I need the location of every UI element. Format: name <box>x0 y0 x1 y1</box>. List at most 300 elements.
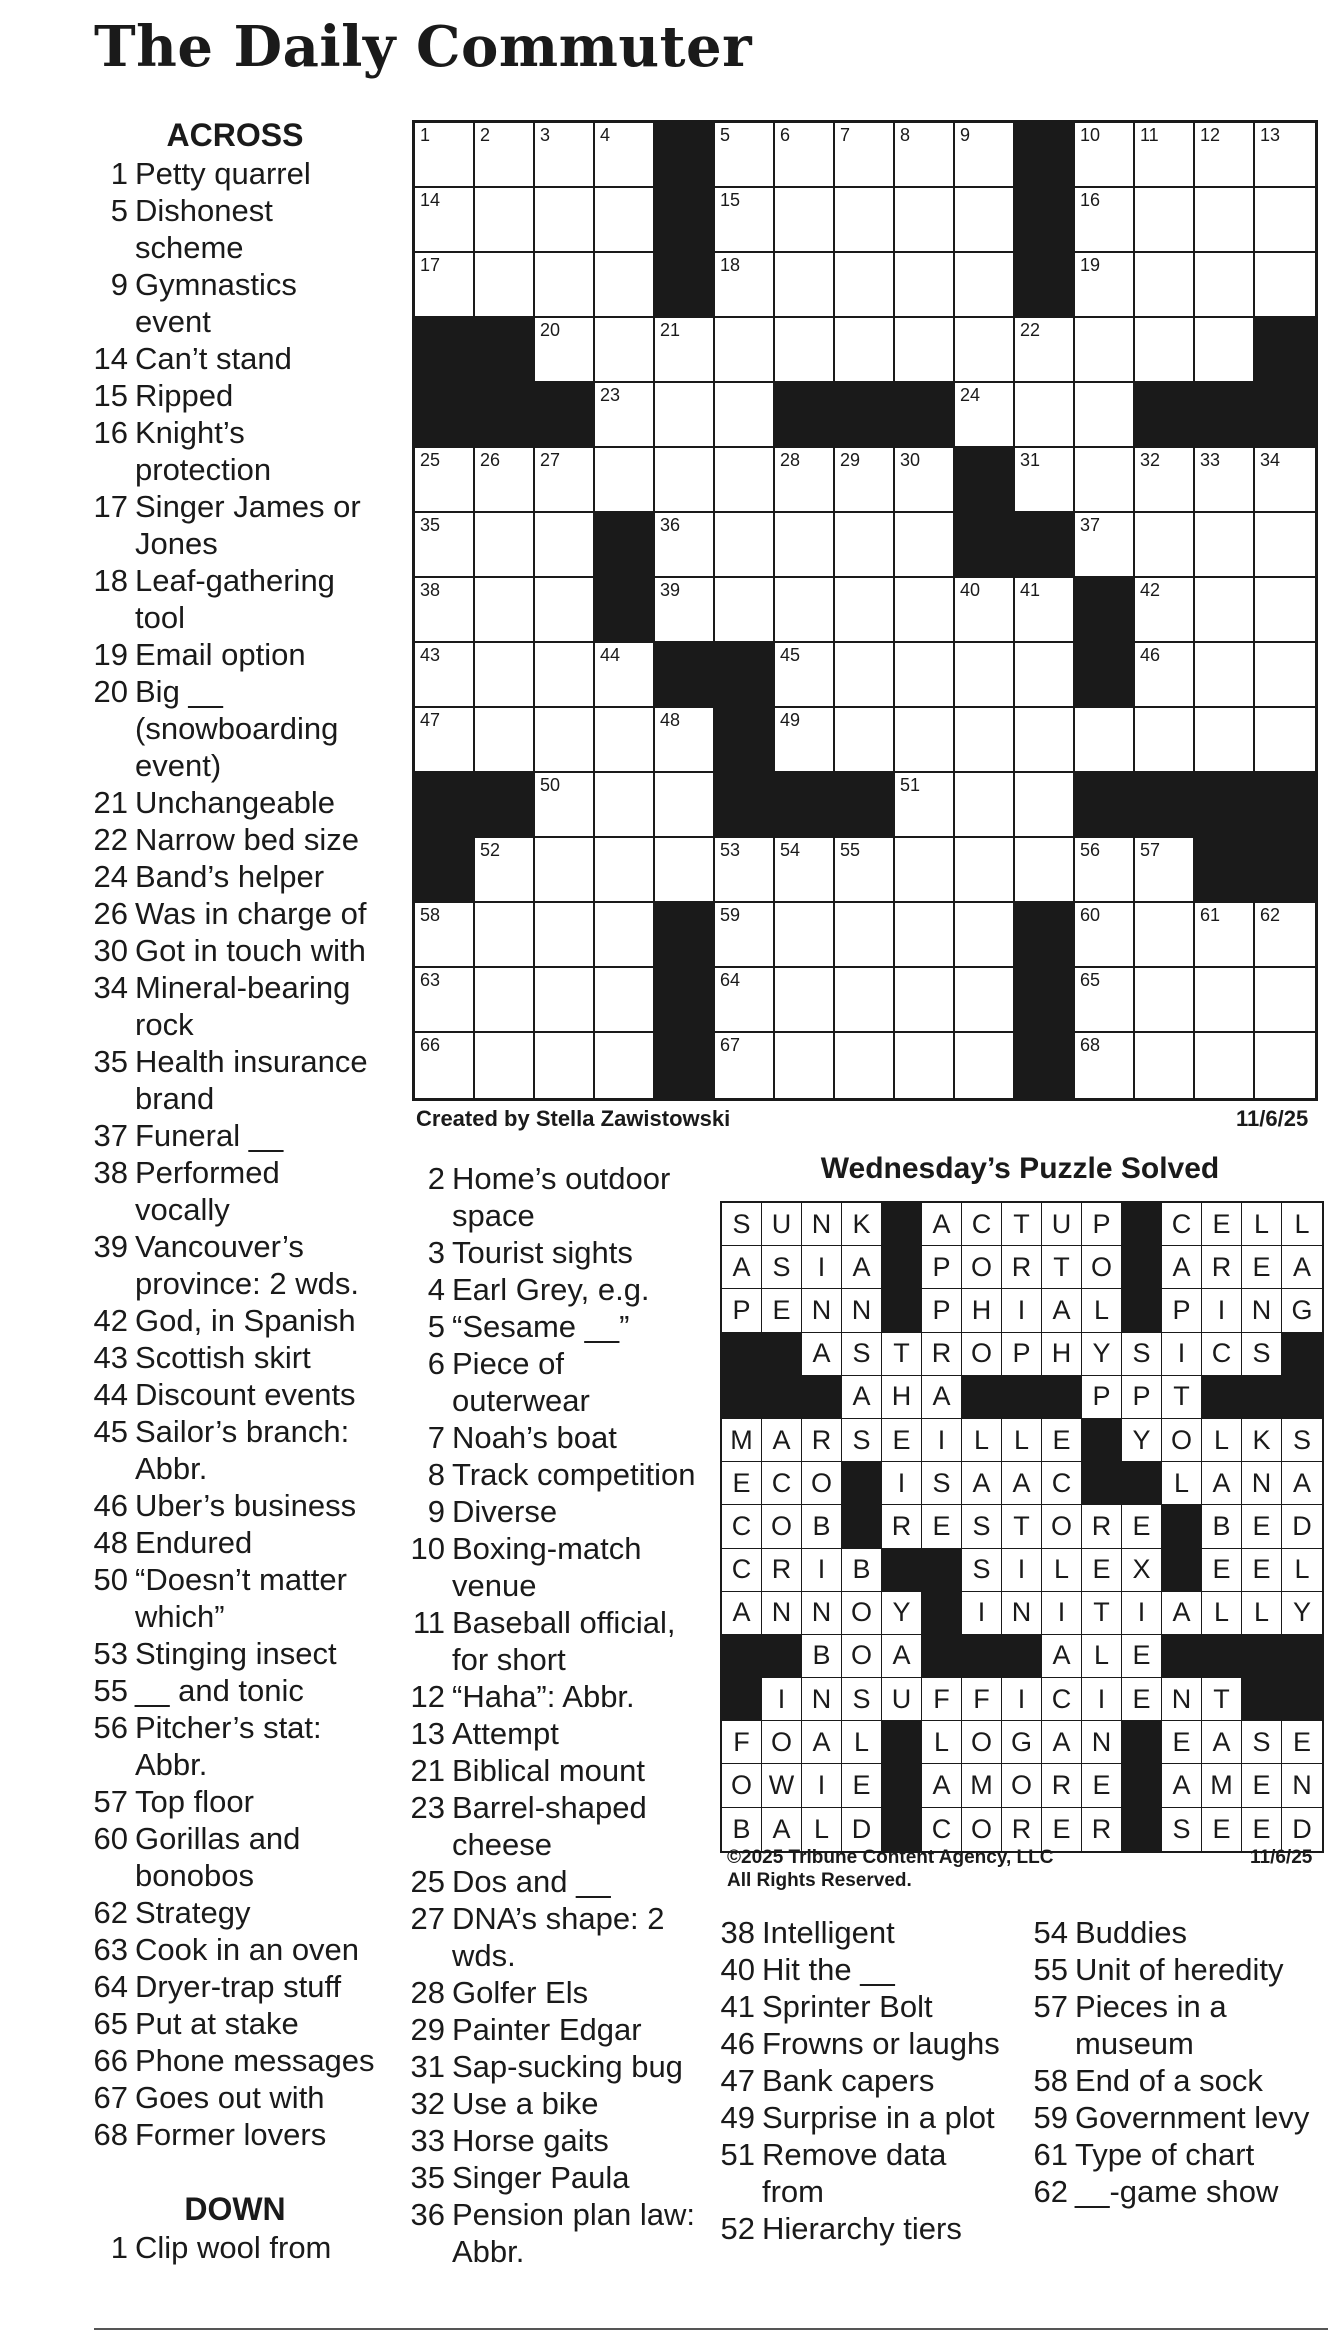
solution-letter: N <box>842 1289 882 1332</box>
grid-cell[interactable] <box>595 838 655 903</box>
grid-cell[interactable] <box>895 1033 955 1098</box>
clue-number: 46 <box>720 2026 755 2061</box>
grid-cell[interactable] <box>655 513 715 578</box>
grid-cell[interactable] <box>715 383 775 448</box>
clue-text: “Doesn’t matter which” <box>135 1562 347 1634</box>
grid-cell[interactable] <box>775 578 835 643</box>
clue-text: Home’s outdoor space <box>452 1161 671 1233</box>
clue-text: Unchangeable <box>135 785 335 820</box>
grid-cell[interactable] <box>415 448 475 513</box>
grid-cell[interactable] <box>1195 643 1255 708</box>
solution-black-square <box>1122 1246 1162 1289</box>
clue-item <box>405 1271 700 1308</box>
clue-text: Vancouver’s province: 2 wds. <box>135 1229 359 1301</box>
grid-cell[interactable] <box>715 513 775 578</box>
clue-text: Horse gaits <box>452 2123 609 2158</box>
solution-letter: A <box>762 1419 802 1462</box>
grid-cell[interactable] <box>1015 383 1075 448</box>
grid-cell[interactable] <box>475 903 535 968</box>
clue-text: End of a sock <box>1075 2063 1263 2098</box>
grid-cell[interactable] <box>1255 578 1315 643</box>
grid-cell[interactable] <box>1015 318 1075 383</box>
grid-cell[interactable] <box>1195 1033 1255 1098</box>
clue-text: Funeral __ <box>135 1118 284 1153</box>
clue-text: Golfer Els <box>452 1975 589 2010</box>
clue-text: Surprise in a plot <box>762 2100 995 2135</box>
grid-cell[interactable] <box>655 318 715 383</box>
grid-cell[interactable] <box>895 968 955 1033</box>
solution-letter: A <box>762 1808 802 1851</box>
grid-cell[interactable] <box>1075 513 1135 578</box>
grid-cell[interactable] <box>955 838 1015 903</box>
cell-number: 64 <box>720 970 741 990</box>
solution-letter: O <box>962 1333 1002 1376</box>
grid-cell[interactable] <box>835 448 895 513</box>
grid-cell[interactable] <box>835 968 895 1033</box>
cell-number: 34 <box>1260 450 1281 470</box>
grid-cell[interactable] <box>775 123 835 188</box>
clue-text: Use a bike <box>452 2086 599 2121</box>
grid-cell[interactable] <box>835 578 895 643</box>
grid-cell[interactable] <box>1015 708 1075 773</box>
grid-cell[interactable] <box>1255 513 1315 578</box>
grid-cell[interactable] <box>535 318 595 383</box>
solution-letter: A <box>1042 1721 1082 1764</box>
grid-cell[interactable] <box>535 448 595 513</box>
grid-cell[interactable] <box>955 903 1015 968</box>
grid-cell[interactable] <box>535 578 595 643</box>
clue-text: Pitcher’s stat: Abbr. <box>135 1710 322 1782</box>
grid-cell[interactable] <box>895 318 955 383</box>
clue-text: Email option <box>135 637 306 672</box>
grid-cell[interactable] <box>415 123 475 188</box>
grid-cell[interactable] <box>835 838 895 903</box>
grid-cell[interactable] <box>835 123 895 188</box>
black-square <box>1075 773 1135 838</box>
grid-cell[interactable] <box>1255 188 1315 253</box>
grid-cell[interactable] <box>415 188 475 253</box>
clue-text: “Haha”: Abbr. <box>452 1679 635 1714</box>
grid-cell[interactable] <box>475 838 535 903</box>
grid-cell[interactable] <box>775 968 835 1033</box>
grid-cell[interactable] <box>475 578 535 643</box>
grid-cell[interactable] <box>1135 513 1195 578</box>
grid-cell[interactable] <box>535 188 595 253</box>
solution-letter: P <box>922 1246 962 1289</box>
grid-cell[interactable] <box>595 773 655 838</box>
grid-cell[interactable] <box>595 123 655 188</box>
grid-cell[interactable] <box>775 838 835 903</box>
grid-cell[interactable] <box>535 643 595 708</box>
solution-black-square <box>962 1635 1002 1678</box>
grid-cell[interactable] <box>415 643 475 708</box>
grid-cell[interactable] <box>1195 253 1255 318</box>
grid-cell[interactable] <box>1135 968 1195 1033</box>
grid-cell[interactable] <box>475 513 535 578</box>
grid-cell[interactable] <box>535 253 595 318</box>
cell-number: 62 <box>1260 905 1281 925</box>
grid-cell[interactable] <box>415 1033 475 1098</box>
grid-cell[interactable] <box>475 643 535 708</box>
solution-letter: N <box>802 1289 842 1332</box>
grid-cell[interactable] <box>415 903 475 968</box>
solution-letter: S <box>762 1246 802 1289</box>
grid-cell[interactable] <box>595 903 655 968</box>
clue-item <box>405 2159 700 2196</box>
grid-cell[interactable] <box>595 383 655 448</box>
black-square <box>775 383 835 448</box>
grid-cell[interactable] <box>955 318 1015 383</box>
black-square <box>1255 773 1315 838</box>
solution-letter: E <box>1242 1764 1282 1807</box>
solution-letter: I <box>1002 1289 1042 1332</box>
grid-cell[interactable] <box>595 188 655 253</box>
grid-cell[interactable] <box>1075 903 1135 968</box>
grid-cell[interactable] <box>895 253 955 318</box>
solution-letter: E <box>1282 1721 1322 1764</box>
grid-cell[interactable] <box>775 643 835 708</box>
black-square <box>655 903 715 968</box>
grid-cell[interactable] <box>475 1033 535 1098</box>
clue-text: Barrel-shaped cheese <box>452 1790 647 1862</box>
grid-cell[interactable] <box>655 708 715 773</box>
grid-cell[interactable] <box>775 903 835 968</box>
grid-cell[interactable] <box>535 513 595 578</box>
solution-black-square <box>882 1764 922 1807</box>
grid-cell[interactable] <box>475 253 535 318</box>
solution-letter: O <box>962 1808 1002 1851</box>
grid-cell[interactable] <box>955 643 1015 708</box>
cell-number: 57 <box>1140 840 1161 860</box>
solution-letter: E <box>842 1764 882 1807</box>
grid-cell[interactable] <box>835 188 895 253</box>
grid-cell[interactable] <box>1195 123 1255 188</box>
grid-cell[interactable] <box>1075 448 1135 513</box>
grid-cell[interactable] <box>1135 188 1195 253</box>
grid-cell[interactable] <box>955 578 1015 643</box>
solution-letter: M <box>722 1419 762 1462</box>
grid-cell[interactable] <box>835 643 895 708</box>
clue-item <box>405 1678 700 1715</box>
grid-cell[interactable] <box>835 318 895 383</box>
solution-letter: N <box>802 1203 842 1246</box>
cell-number: 26 <box>480 450 501 470</box>
grid-cell[interactable] <box>535 708 595 773</box>
grid-cell[interactable] <box>955 1033 1015 1098</box>
grid-cell[interactable] <box>1135 578 1195 643</box>
clue-text: Uber’s business <box>135 1488 357 1523</box>
grid-cell[interactable] <box>1015 578 1075 643</box>
grid-cell[interactable] <box>1075 838 1135 903</box>
solution-black-square <box>722 1376 762 1419</box>
grid-cell[interactable] <box>835 513 895 578</box>
grid-cell[interactable] <box>1255 643 1315 708</box>
clue-number: 60 <box>93 1821 128 1856</box>
clue-text: __ and tonic <box>135 1673 304 1708</box>
solution-letter: W <box>762 1764 802 1807</box>
clue-text: Boxing-match venue <box>452 1531 642 1603</box>
grid-cell[interactable] <box>895 708 955 773</box>
grid-cell[interactable] <box>535 773 595 838</box>
clue-item <box>90 377 380 414</box>
grid-cell[interactable] <box>1075 968 1135 1033</box>
grid-cell[interactable] <box>1255 903 1315 968</box>
cell-number: 58 <box>420 905 441 925</box>
clue-text: Dryer-trap stuff <box>135 1969 342 2004</box>
solution-black-square <box>1082 1419 1122 1462</box>
grid-cell[interactable] <box>715 448 775 513</box>
grid-cell[interactable] <box>715 578 775 643</box>
black-square <box>835 383 895 448</box>
solution-letter: P <box>1002 1333 1042 1376</box>
solution-letter: A <box>922 1203 962 1246</box>
grid-cell[interactable] <box>895 643 955 708</box>
cell-number: 12 <box>1200 125 1221 145</box>
crossword-grid[interactable] <box>412 120 1318 1101</box>
clue-text: Hierarchy tiers <box>762 2211 962 2246</box>
solution-letter: L <box>842 1721 882 1764</box>
solution-letter: O <box>962 1721 1002 1764</box>
solution-grid <box>720 1201 1324 1853</box>
solution-letter: N <box>1242 1462 1282 1505</box>
grid-cell[interactable] <box>595 1033 655 1098</box>
grid-cell[interactable] <box>1255 123 1315 188</box>
grid-cell[interactable] <box>595 708 655 773</box>
clue-item <box>1028 2136 1328 2173</box>
grid-cell[interactable] <box>1195 513 1255 578</box>
grid-cell[interactable] <box>1255 448 1315 513</box>
grid-cell[interactable] <box>835 1033 895 1098</box>
grid-cell[interactable] <box>1015 773 1075 838</box>
grid-cell[interactable] <box>715 1033 775 1098</box>
grid-cell[interactable] <box>1135 318 1195 383</box>
solution-letter: K <box>1242 1419 1282 1462</box>
clue-item <box>715 1914 1015 1951</box>
solution-letter: I <box>882 1462 922 1505</box>
grid-cell[interactable] <box>775 513 835 578</box>
grid-cell[interactable] <box>715 123 775 188</box>
grid-cell[interactable] <box>835 708 895 773</box>
grid-cell[interactable] <box>955 253 1015 318</box>
grid-cell[interactable] <box>595 968 655 1033</box>
grid-cell[interactable] <box>655 578 715 643</box>
grid-cell[interactable] <box>595 318 655 383</box>
clue-number: 35 <box>410 2160 445 2195</box>
grid-cell[interactable] <box>775 188 835 253</box>
solution-letter: O <box>842 1592 882 1635</box>
clue-number: 32 <box>410 2086 445 2121</box>
black-square <box>1195 838 1255 903</box>
grid-cell[interactable] <box>1075 383 1135 448</box>
grid-cell[interactable] <box>1135 708 1195 773</box>
grid-cell[interactable] <box>955 188 1015 253</box>
grid-cell[interactable] <box>1075 318 1135 383</box>
solution-black-square <box>842 1505 882 1548</box>
clue-number: 47 <box>720 2063 755 2098</box>
cell-number: 31 <box>1020 450 1041 470</box>
solution-letter: A <box>1042 1289 1082 1332</box>
grid-cell[interactable] <box>475 188 535 253</box>
puzzle-date: 11/6/25 <box>1236 1106 1309 1131</box>
grid-cell[interactable] <box>1255 708 1315 773</box>
grid-cell[interactable] <box>715 838 775 903</box>
black-square <box>1075 578 1135 643</box>
grid-cell[interactable] <box>415 578 475 643</box>
solution-letter: L <box>922 1721 962 1764</box>
grid-cell[interactable] <box>1135 1033 1195 1098</box>
solution-black-square <box>922 1549 962 1592</box>
solution-letter: P <box>1082 1376 1122 1419</box>
grid-cell[interactable] <box>1015 838 1075 903</box>
grid-cell[interactable] <box>835 253 895 318</box>
solution-black-square <box>1242 1635 1282 1678</box>
grid-cell[interactable] <box>655 448 715 513</box>
grid-cell[interactable] <box>415 513 475 578</box>
solution-black-square <box>1162 1549 1202 1592</box>
grid-cell[interactable] <box>415 708 475 773</box>
grid-cell[interactable] <box>475 968 535 1033</box>
grid-cell[interactable] <box>1135 448 1195 513</box>
clue-number: 61 <box>1033 2137 1068 2172</box>
grid-cell[interactable] <box>895 838 955 903</box>
grid-cell[interactable] <box>895 578 955 643</box>
solution-letter: G <box>1282 1289 1322 1332</box>
grid-cell[interactable] <box>775 1033 835 1098</box>
solution-letter: A <box>922 1376 962 1419</box>
grid-cell[interactable] <box>535 123 595 188</box>
grid-cell[interactable] <box>1135 838 1195 903</box>
grid-cell[interactable] <box>475 448 535 513</box>
grid-cell[interactable] <box>1075 123 1135 188</box>
grid-cell[interactable] <box>415 253 475 318</box>
grid-cell[interactable] <box>1195 903 1255 968</box>
solution-letter: I <box>1082 1678 1122 1721</box>
grid-cell[interactable] <box>895 513 955 578</box>
grid-cell[interactable] <box>535 838 595 903</box>
grid-cell[interactable] <box>1075 708 1135 773</box>
clue-text: Dishonest scheme <box>135 193 273 265</box>
black-square <box>1195 383 1255 448</box>
cell-number: 13 <box>1260 125 1281 145</box>
grid-cell[interactable] <box>775 253 835 318</box>
grid-cell[interactable] <box>715 188 775 253</box>
grid-cell[interactable] <box>955 773 1015 838</box>
grid-cell[interactable] <box>1195 968 1255 1033</box>
clue-item <box>90 1228 380 1302</box>
clue-item <box>90 1339 380 1376</box>
grid-cell[interactable] <box>895 448 955 513</box>
grid-cell[interactable] <box>475 123 535 188</box>
grid-cell[interactable] <box>1195 448 1255 513</box>
cell-number: 51 <box>900 775 921 795</box>
grid-cell[interactable] <box>895 188 955 253</box>
cell-number: 54 <box>780 840 801 860</box>
clue-item <box>405 2122 700 2159</box>
grid-cell[interactable] <box>1135 903 1195 968</box>
solution-black-square <box>842 1462 882 1505</box>
cell-number: 23 <box>600 385 621 405</box>
grid-cell[interactable] <box>1255 1033 1315 1098</box>
grid-cell[interactable] <box>1075 1033 1135 1098</box>
grid-cell[interactable] <box>715 968 775 1033</box>
grid-cell[interactable] <box>655 838 715 903</box>
grid-cell[interactable] <box>775 708 835 773</box>
grid-cell[interactable] <box>715 253 775 318</box>
grid-cell[interactable] <box>895 123 955 188</box>
grid-cell[interactable] <box>1075 188 1135 253</box>
solution-letter: C <box>722 1549 762 1592</box>
grid-cell[interactable] <box>535 1033 595 1098</box>
clue-item <box>1028 2062 1328 2099</box>
grid-cell[interactable] <box>655 773 715 838</box>
grid-cell[interactable] <box>535 968 595 1033</box>
clue-text: Bank capers <box>762 2063 935 2098</box>
grid-cell[interactable] <box>475 708 535 773</box>
grid-cell[interactable] <box>415 968 475 1033</box>
solution-black-square <box>1242 1678 1282 1721</box>
grid-cell[interactable] <box>595 253 655 318</box>
grid-cell[interactable] <box>1135 643 1195 708</box>
grid-cell[interactable] <box>1195 578 1255 643</box>
grid-cell[interactable] <box>1135 253 1195 318</box>
grid-cell[interactable] <box>1015 643 1075 708</box>
grid-cell[interactable] <box>955 708 1015 773</box>
grid-cell[interactable] <box>955 123 1015 188</box>
clue-text: Goes out with <box>135 2080 325 2115</box>
clue-number: 37 <box>93 1118 128 1153</box>
solution-letter: G <box>1002 1721 1042 1764</box>
cell-number: 63 <box>420 970 441 990</box>
grid-cell[interactable] <box>1075 253 1135 318</box>
grid-cell[interactable] <box>955 383 1015 448</box>
grid-cell[interactable] <box>1015 448 1075 513</box>
solution-letter: Y <box>1082 1333 1122 1376</box>
solution-letter: I <box>1042 1592 1082 1635</box>
solution-letter: P <box>922 1289 962 1332</box>
grid-cell[interactable] <box>595 643 655 708</box>
grid-cell[interactable] <box>955 968 1015 1033</box>
grid-cell[interactable] <box>895 903 955 968</box>
grid-cell[interactable] <box>895 773 955 838</box>
grid-cell[interactable] <box>655 383 715 448</box>
clue-item <box>90 1524 380 1561</box>
grid-cell[interactable] <box>715 903 775 968</box>
black-square <box>1135 383 1195 448</box>
grid-cell[interactable] <box>775 448 835 513</box>
grid-cell[interactable] <box>595 448 655 513</box>
grid-cell[interactable] <box>775 318 835 383</box>
down-clue-list-part-3 <box>715 1914 1015 2247</box>
grid-cell[interactable] <box>1255 253 1315 318</box>
clue-item <box>405 1456 700 1493</box>
grid-cell[interactable] <box>835 903 895 968</box>
grid-cell[interactable] <box>715 318 775 383</box>
clue-text: Ripped <box>135 378 234 413</box>
clue-number: 57 <box>1033 1989 1068 2024</box>
grid-cell[interactable] <box>1255 968 1315 1033</box>
clue-number: 19 <box>93 637 128 672</box>
grid-cell[interactable] <box>535 903 595 968</box>
solution-letter: I <box>1122 1592 1162 1635</box>
solution-title: Wednesday’s Puzzle Solved <box>820 1152 1220 1185</box>
grid-cell[interactable] <box>1195 188 1255 253</box>
solution-letter: B <box>1202 1505 1242 1548</box>
clue-number: 34 <box>93 970 128 1005</box>
grid-cell[interactable] <box>1195 708 1255 773</box>
solution-black-square <box>962 1376 1002 1419</box>
grid-cell[interactable] <box>1195 318 1255 383</box>
grid-cell[interactable] <box>1135 123 1195 188</box>
